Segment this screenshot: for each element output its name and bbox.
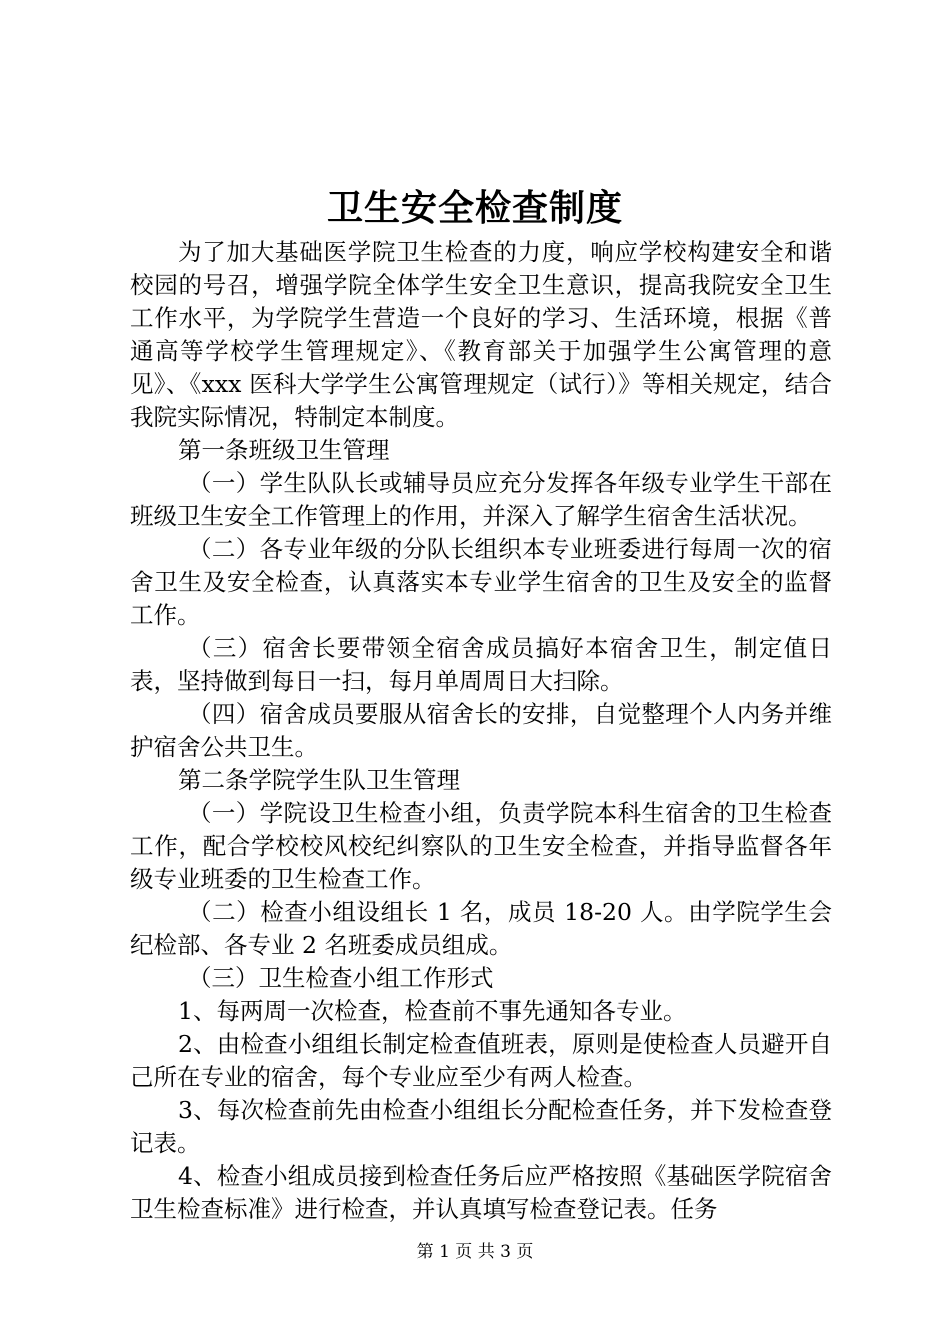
section-1-item-3: （三）宿舍长要带领全宿舍成员搞好本宿舍卫生，制定值日表，坚持做到每日一扫，每月单周周日大扫除。 [130,634,832,695]
section-1-item-1: （一）学生队队长或辅导员应充分发挥各年级专业学生干部在班级卫生安全工作管理上的作用，并深入了解学生宿舍生活状况。 [130,469,832,530]
section-heading-2: 第二条学院学生队卫生管理 [178,766,460,794]
section-2-item-1: （一）学院设卫生检查小组，负责学院本科生宿舍的卫生检查工作，配合学校校风校纪纠察队的卫生安全检查，并指导监督各年级专业班委的卫生检查工作。 [130,799,832,893]
work-form-step-4: 4、检查小组成员接到检查任务后应严格按照《基础医学院宿舍卫生检查标准》进行检查，并认真填写检查登记表。任务 [130,1162,832,1223]
section-1-item-2: （二）各专业年级的分队长组织本专业班委进行每周一次的宿舍卫生及安全检查，认真落实本专业学生宿舍的卫生及安全的监督工作。 [130,535,832,629]
section-2-item-2: （二）检查小组设组长 1 名，成员 18-20 人。由学院学生会纪检部、各专业 2 名班委成员组成。 [130,898,832,959]
section-2-item-3: （三）卫生检查小组工作形式 [188,964,494,992]
page-number: 第 1 页 共 3 页 [416,1242,534,1262]
work-form-step-2: 2、由检查小组组长制定检查值班表，原则是使检查人员避开自己所在专业的宿舍，每个专业应至少有两人检查。 [130,1030,832,1091]
work-form-step-1: 1、每两周一次检查，检查前不事先通知各专业。 [178,997,687,1025]
document-body [130,236,832,1226]
work-form-step-3: 3、每次检查前先由检查小组组长分配检查任务，并下发检查登记表。 [130,1096,832,1157]
section-heading-1: 第一条班级卫生管理 [178,436,390,464]
document-title: 卫生安全检查制度 [326,187,623,229]
section-1-item-4: （四）宿舍成员要服从宿舍长的安排，自觉整理个人内务并维护宿舍公共卫生。 [130,700,832,761]
intro-paragraph: 为了加大基础医学院卫生检查的力度，响应学校构建安全和谐校园的号召，增强学院全体学生安全卫生意识，提高我院安全卫生工作水平，为学院学生营造一个良好的学习、生活环境，根据《普通高等学校学生管理规定》、《教育部关于加强学生公寓管理的意见》、《xxx 医科大学学生公寓管理规定（试行）》等相关规定，结合我院实际情况，特制定本制度。 [130,238,832,431]
